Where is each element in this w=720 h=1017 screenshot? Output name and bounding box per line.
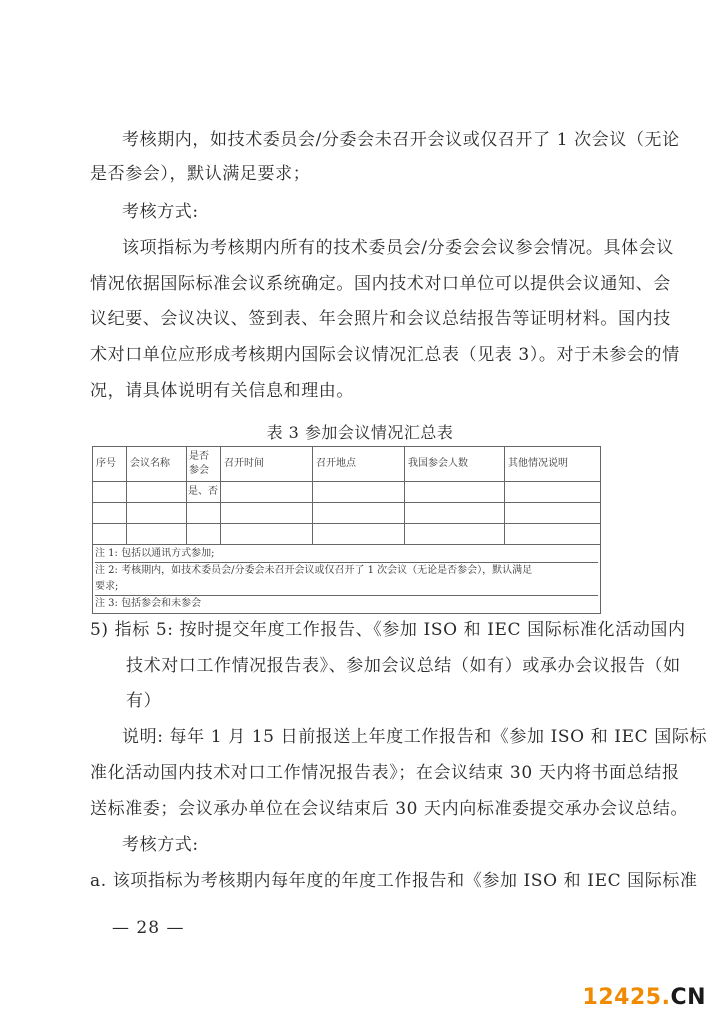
table-cell bbox=[93, 524, 127, 545]
table-cell bbox=[405, 503, 505, 524]
paragraph-line: 情况依据国际标准会议系统确定。国内技术对口单位可以提供会议通知、会 bbox=[90, 274, 671, 294]
table-note: 注 1: 包括以通讯方式参加; bbox=[95, 546, 598, 563]
table-cell bbox=[187, 503, 221, 524]
table-cell bbox=[221, 482, 313, 503]
paragraph-line: 术对口单位应形成考核期内国际会议情况汇总表（见表 3）。对于未参会的情 bbox=[90, 345, 680, 365]
table-note: 要求; bbox=[95, 581, 119, 592]
header-cell: 序号 bbox=[93, 447, 127, 482]
table-cell bbox=[313, 524, 405, 545]
paragraph-line: 该项指标为考核期内所有的技术委员会/分委会会议参会情况。具体会议 bbox=[122, 238, 674, 258]
table-row bbox=[93, 482, 601, 503]
table-cell bbox=[221, 503, 313, 524]
item-5-line: 5) 指标 5: 按时提交年度工作报告、《参加 ISO 和 IEC 国际标准化活动国内 bbox=[90, 620, 686, 640]
meeting-summary-table bbox=[92, 446, 601, 614]
table-cell bbox=[93, 482, 127, 503]
table-notes-row bbox=[93, 545, 601, 614]
item-a-line: a. 该项指标为考核期内每年度的年度工作报告和《参加 ISO 和 IEC 国际标准 bbox=[90, 871, 698, 891]
paragraph-line: 议纪要、会议决议、签到表、年会照片和会议总结报告等证明材料。国内技 bbox=[90, 309, 671, 329]
table-cell bbox=[127, 503, 187, 524]
table-cell bbox=[505, 503, 601, 524]
header-cell: 我国参会人数 bbox=[405, 447, 505, 482]
table-cell bbox=[93, 503, 127, 524]
table-cell bbox=[313, 482, 405, 503]
table-cell: 是、否 bbox=[187, 482, 221, 503]
item-5-line: 技术对口工作情况报告表》、参加会议总结（如有）或承办会议报告（如 bbox=[126, 656, 681, 676]
page-number: — 28 — bbox=[112, 918, 185, 938]
header-cell: 会议名称 bbox=[127, 447, 187, 482]
table-cell bbox=[405, 482, 505, 503]
watermark-suffix: CN bbox=[670, 985, 706, 1010]
site-watermark bbox=[583, 985, 706, 1010]
table-note-group bbox=[95, 563, 598, 596]
table-cell bbox=[505, 524, 601, 545]
paragraph-line: 况，请具体说明有关信息和理由。 bbox=[90, 381, 354, 401]
table-cell bbox=[187, 524, 221, 545]
header-cell: 召开地点 bbox=[313, 447, 405, 482]
watermark-number: 12425 bbox=[582, 985, 662, 1010]
table-header-row bbox=[93, 447, 601, 482]
table-cell bbox=[127, 524, 187, 545]
table-cell bbox=[127, 482, 187, 503]
header-cell: 其他情况说明 bbox=[505, 447, 601, 482]
paragraph-line: 考核期内，如技术委员会/分委会未召开会议或仅召开了 1 次会议（无论 bbox=[122, 130, 680, 150]
notes-cell bbox=[93, 545, 601, 614]
table-row bbox=[93, 503, 601, 524]
method-label: 考核方式: bbox=[122, 835, 199, 855]
table-cell bbox=[505, 482, 601, 503]
table-note: 注 2: 考核期内，如技术委员会/分委会未召开会议或仅召开了 1 次会议（无论是否参会），默认满足 bbox=[95, 565, 533, 576]
watermark-dot: . bbox=[661, 985, 671, 1010]
explanation-line: 准化活动国内技术对口工作情况报告表》；在会议结束 30 天内将书面总结报 bbox=[90, 763, 680, 783]
paragraph-line: 是否参会），默认满足要求； bbox=[90, 164, 311, 184]
table-cell bbox=[221, 524, 313, 545]
method-label: 考核方式: bbox=[122, 202, 199, 222]
explanation-line: 说明: 每年 1 月 15 日前报送上年度工作报告和《参加 ISO 和 IEC 国际标 bbox=[122, 727, 708, 747]
table-cell bbox=[405, 524, 505, 545]
table-row bbox=[93, 524, 601, 545]
header-cell: 召开时间 bbox=[221, 447, 313, 482]
header-cell: 是否参会 bbox=[187, 447, 221, 482]
table-note: 注 3: 包括参会和未参会 bbox=[95, 598, 202, 609]
table-cell bbox=[313, 503, 405, 524]
table-caption: 表 3 参加会议情况汇总表 bbox=[266, 423, 454, 442]
explanation-line: 送标准委；会议承办单位在会议结束后 30 天内向标准委提交承办会议总结。 bbox=[90, 799, 689, 819]
item-5-line: 有） bbox=[126, 691, 162, 711]
